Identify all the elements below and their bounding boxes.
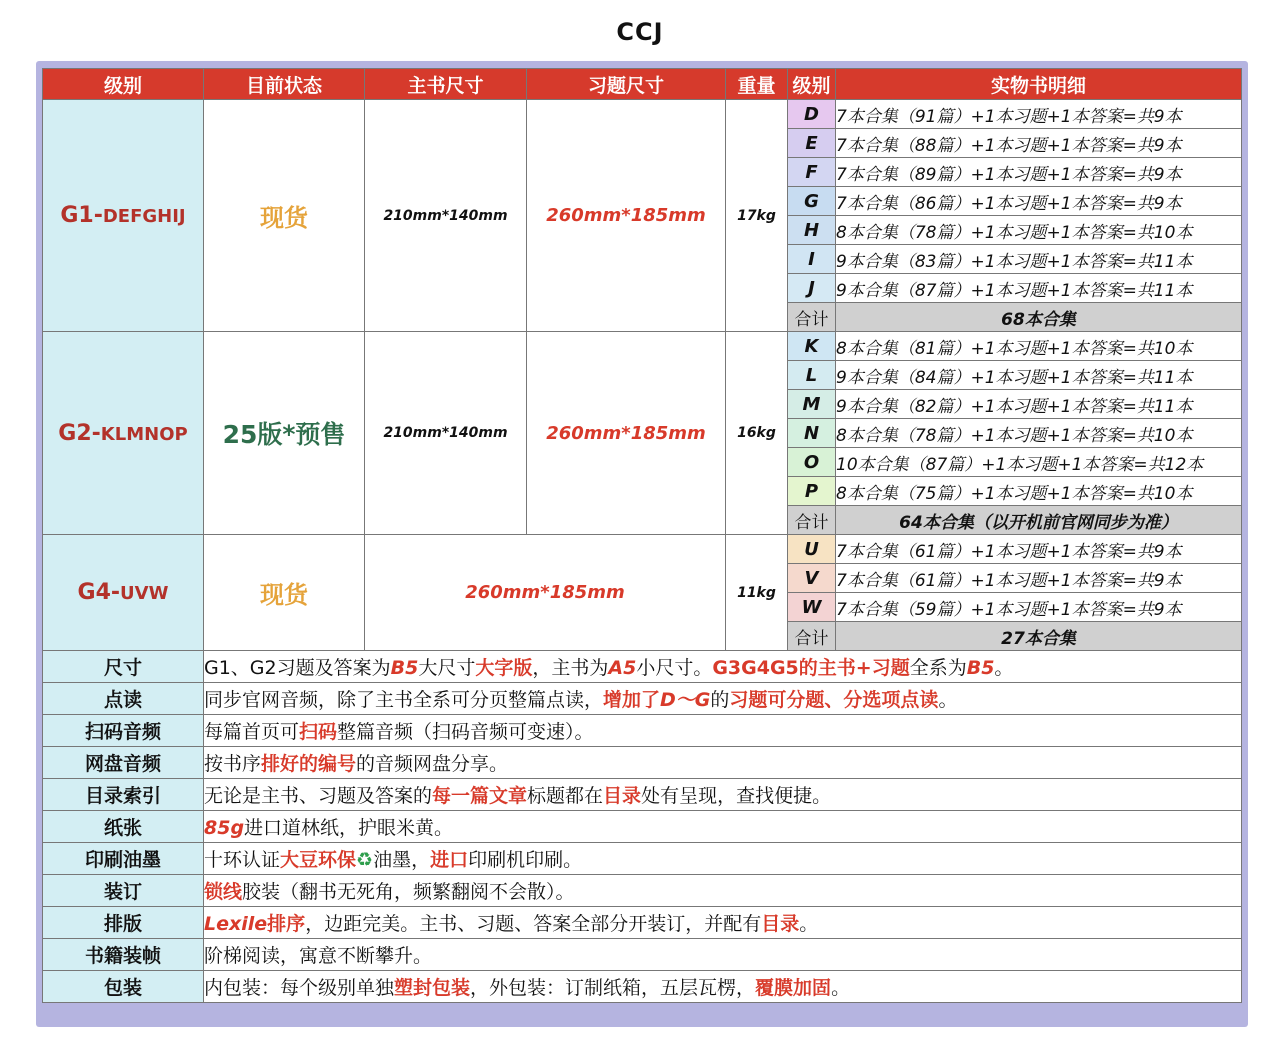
attribute-label: 印刷油墨 bbox=[43, 843, 204, 875]
header-status: 目前状态 bbox=[204, 69, 365, 100]
attribute-text: 小尺寸。 bbox=[636, 657, 713, 679]
attribute-text: 同步官网音频，除了主书全系可分页整篇点读， bbox=[204, 689, 604, 711]
total-label: 合计 bbox=[788, 303, 836, 332]
group-label-prefix: G4- bbox=[77, 580, 121, 605]
level-letter: P bbox=[788, 477, 836, 506]
level-detail: 7本合集（86篇）+1本习题+1本答案=共9本 bbox=[836, 187, 1242, 216]
level-detail: 8本合集（75篇）+1本习题+1本答案=共10本 bbox=[836, 477, 1242, 506]
attribute-value bbox=[204, 971, 1242, 1003]
attribute-text: 。 bbox=[994, 657, 1014, 679]
attribute-text: 的音频网盘分享。 bbox=[356, 753, 509, 775]
level-detail: 9本合集（83篇）+1本习题+1本答案=共11本 bbox=[836, 245, 1242, 274]
attribute-row bbox=[43, 715, 1242, 747]
attribute-text: ，主书为 bbox=[532, 657, 609, 679]
attribute-text: 每篇首页可 bbox=[204, 721, 300, 743]
group-label-prefix: G2- bbox=[58, 420, 101, 446]
attribute-text: 十环认证 bbox=[204, 849, 281, 871]
attribute-text: 目录 bbox=[603, 785, 642, 807]
level-detail: 7本合集（61篇）+1本习题+1本答案=共9本 bbox=[836, 535, 1242, 564]
attribute-text: 阶梯阅读，寓意不断攀升。 bbox=[204, 945, 433, 967]
total-label: 合计 bbox=[788, 506, 836, 535]
attribute-label: 装订 bbox=[43, 875, 204, 907]
attribute-row bbox=[43, 907, 1242, 939]
attribute-row bbox=[43, 811, 1242, 843]
level-letter: U bbox=[788, 535, 836, 564]
attribute-text: 扫码 bbox=[299, 721, 338, 743]
attribute-text: D～G bbox=[660, 689, 711, 711]
attribute-value bbox=[204, 875, 1242, 907]
attribute-text: B5 bbox=[390, 657, 419, 679]
attribute-text: 整篇音频（扫码音频可变速）。 bbox=[337, 721, 594, 743]
table-row bbox=[43, 332, 1242, 361]
level-detail: 10本合集（87篇）+1本习题+1本答案=共12本 bbox=[836, 448, 1242, 477]
attribute-text: 。 bbox=[938, 689, 958, 711]
group-label-prefix: G1- bbox=[60, 203, 103, 228]
level-letter: D bbox=[788, 100, 836, 129]
attribute-text: 胶装（翻书无死角，频繁翻阅不会散）。 bbox=[242, 881, 575, 903]
product-table bbox=[42, 68, 1242, 1003]
group-label bbox=[43, 100, 204, 332]
attribute-row bbox=[43, 875, 1242, 907]
attribute-text: Lexile bbox=[204, 913, 268, 935]
table-row bbox=[43, 535, 1242, 564]
attribute-text: B5 bbox=[966, 657, 995, 679]
level-letter: E bbox=[788, 129, 836, 158]
attribute-text: 85g bbox=[204, 817, 245, 839]
attribute-value bbox=[204, 779, 1242, 811]
attribute-label: 目录索引 bbox=[43, 779, 204, 811]
attribute-value bbox=[204, 715, 1242, 747]
group-label-letters: KLMNOP bbox=[100, 423, 188, 445]
attribute-value bbox=[204, 811, 1242, 843]
level-letter: N bbox=[788, 419, 836, 448]
attribute-value bbox=[204, 907, 1242, 939]
level-detail: 8本合集（78篇）+1本习题+1本答案=共10本 bbox=[836, 216, 1242, 245]
attribute-text: 全系为 bbox=[909, 657, 967, 679]
attribute-label: 网盘音频 bbox=[43, 747, 204, 779]
group-status: 25版*预售 bbox=[204, 332, 365, 535]
header-weight: 重量 bbox=[726, 69, 788, 100]
total-label: 合计 bbox=[788, 622, 836, 651]
group-exercise-size: 260mm*185mm bbox=[527, 332, 726, 535]
attribute-text: G3G4G5的主书+习题 bbox=[712, 657, 910, 679]
level-letter: K bbox=[788, 332, 836, 361]
attribute-row bbox=[43, 779, 1242, 811]
attribute-value bbox=[204, 683, 1242, 715]
attribute-row bbox=[43, 683, 1242, 715]
attribute-label: 纸张 bbox=[43, 811, 204, 843]
attribute-row bbox=[43, 939, 1242, 971]
attribute-text: 排序 bbox=[267, 913, 306, 935]
attribute-row bbox=[43, 971, 1242, 1003]
level-detail: 7本合集（89篇）+1本习题+1本答案=共9本 bbox=[836, 158, 1242, 187]
level-letter: V bbox=[788, 564, 836, 593]
table-row bbox=[43, 100, 1242, 129]
level-detail: 7本合集（91篇）+1本习题+1本答案=共9本 bbox=[836, 100, 1242, 129]
attribute-text: 大豆环保 bbox=[280, 849, 357, 871]
attribute-text: 塑封包装 bbox=[394, 977, 471, 999]
attribute-value bbox=[204, 939, 1242, 971]
level-detail: 9本合集（84篇）+1本习题+1本答案=共11本 bbox=[836, 361, 1242, 390]
group-status: 现货 bbox=[204, 535, 365, 651]
level-detail: 8本合集（78篇）+1本习题+1本答案=共10本 bbox=[836, 419, 1242, 448]
attribute-text: 进口道林纸，护眼米黄。 bbox=[244, 817, 454, 839]
attribute-text: G1、G2习题及答案为 bbox=[204, 657, 391, 679]
attribute-label: 排版 bbox=[43, 907, 204, 939]
level-detail: 7本合集（61篇）+1本习题+1本答案=共9本 bbox=[836, 564, 1242, 593]
attribute-text: A5 bbox=[608, 657, 637, 679]
header-exercise-size: 习题尺寸 bbox=[527, 69, 726, 100]
total-value: 27本合集 bbox=[836, 622, 1242, 651]
attribute-text: 按书序 bbox=[204, 753, 262, 775]
total-value: 68本合集 bbox=[836, 303, 1242, 332]
attribute-label: 点读 bbox=[43, 683, 204, 715]
header-main-size: 主书尺寸 bbox=[365, 69, 527, 100]
group-weight: 16kg bbox=[726, 332, 788, 535]
attribute-label: 书籍装帧 bbox=[43, 939, 204, 971]
attribute-text: ，外包装：订制纸箱，五层瓦楞， bbox=[470, 977, 756, 999]
header-detail: 实物书明细 bbox=[836, 69, 1242, 100]
level-letter: F bbox=[788, 158, 836, 187]
level-letter: J bbox=[788, 274, 836, 303]
header-level: 级别 bbox=[43, 69, 204, 100]
attribute-text: 油墨， bbox=[373, 849, 431, 871]
level-letter: W bbox=[788, 593, 836, 622]
level-detail: 9本合集（82篇）+1本习题+1本答案=共11本 bbox=[836, 390, 1242, 419]
level-letter: M bbox=[788, 390, 836, 419]
attribute-text: ♻ bbox=[356, 849, 374, 871]
attribute-label: 尺寸 bbox=[43, 651, 204, 683]
attribute-value bbox=[204, 843, 1242, 875]
attribute-text: 无论是主书、习题及答案的 bbox=[204, 785, 433, 807]
attribute-text: 内包装：每个级别单独 bbox=[204, 977, 395, 999]
attribute-text: 标题都在 bbox=[527, 785, 604, 807]
level-letter: G bbox=[788, 187, 836, 216]
attribute-text: 的 bbox=[710, 689, 730, 711]
group-label-letters: DEFGHIJ bbox=[102, 206, 186, 227]
attribute-label: 扫码音频 bbox=[43, 715, 204, 747]
header-row bbox=[43, 69, 1242, 100]
attribute-row bbox=[43, 843, 1242, 875]
attribute-text: 目录 bbox=[761, 913, 800, 935]
attribute-value bbox=[204, 651, 1242, 683]
total-value: 64本合集（以开机前官网同步为准） bbox=[836, 506, 1242, 535]
attribute-text: 大尺寸 bbox=[418, 657, 476, 679]
level-detail: 7本合集（59篇）+1本习题+1本答案=共9本 bbox=[836, 593, 1242, 622]
attribute-label: 包装 bbox=[43, 971, 204, 1003]
level-letter: L bbox=[788, 361, 836, 390]
group-main-size: 210mm*140mm bbox=[365, 332, 527, 535]
group-status: 现货 bbox=[204, 100, 365, 332]
level-letter: I bbox=[788, 245, 836, 274]
attribute-text: 覆膜加固 bbox=[755, 977, 832, 999]
page-title: CCJ bbox=[616, 18, 664, 46]
level-letter: O bbox=[788, 448, 836, 477]
attribute-text: 印刷机印刷。 bbox=[468, 849, 583, 871]
group-label bbox=[43, 332, 204, 535]
attribute-text: 大字版 bbox=[475, 657, 533, 679]
attribute-text: 处有呈现，查找便捷。 bbox=[641, 785, 832, 807]
group-exercise-size: 260mm*185mm bbox=[365, 535, 726, 651]
group-label bbox=[43, 535, 204, 651]
group-exercise-size: 260mm*185mm bbox=[527, 100, 726, 332]
level-detail: 8本合集（81篇）+1本习题+1本答案=共10本 bbox=[836, 332, 1242, 361]
attribute-text: 。 bbox=[799, 913, 819, 935]
attribute-text: ，边距完美。主书、习题、答案全部分开装订，并配有 bbox=[305, 913, 762, 935]
level-detail: 9本合集（87篇）+1本习题+1本答案=共11本 bbox=[836, 274, 1242, 303]
level-detail: 7本合集（88篇）+1本习题+1本答案=共9本 bbox=[836, 129, 1242, 158]
attribute-text: 增加了 bbox=[603, 689, 661, 711]
group-weight: 17kg bbox=[726, 100, 788, 332]
level-letter: H bbox=[788, 216, 836, 245]
attribute-row bbox=[43, 651, 1242, 683]
header-sub-level: 级别 bbox=[788, 69, 836, 100]
group-weight: 11kg bbox=[726, 535, 788, 651]
attribute-text: 每一篇文章 bbox=[432, 785, 528, 807]
group-main-size: 210mm*140mm bbox=[365, 100, 527, 332]
attribute-text: 排好的编号 bbox=[261, 753, 357, 775]
attribute-text: 。 bbox=[831, 977, 851, 999]
attribute-text: 锁线 bbox=[204, 881, 243, 903]
group-label-letters: UVW bbox=[120, 583, 169, 604]
attribute-text: 进口 bbox=[430, 849, 469, 871]
attribute-row bbox=[43, 747, 1242, 779]
attribute-value bbox=[204, 747, 1242, 779]
attribute-text: 习题可分题、分选项点读 bbox=[729, 689, 939, 711]
